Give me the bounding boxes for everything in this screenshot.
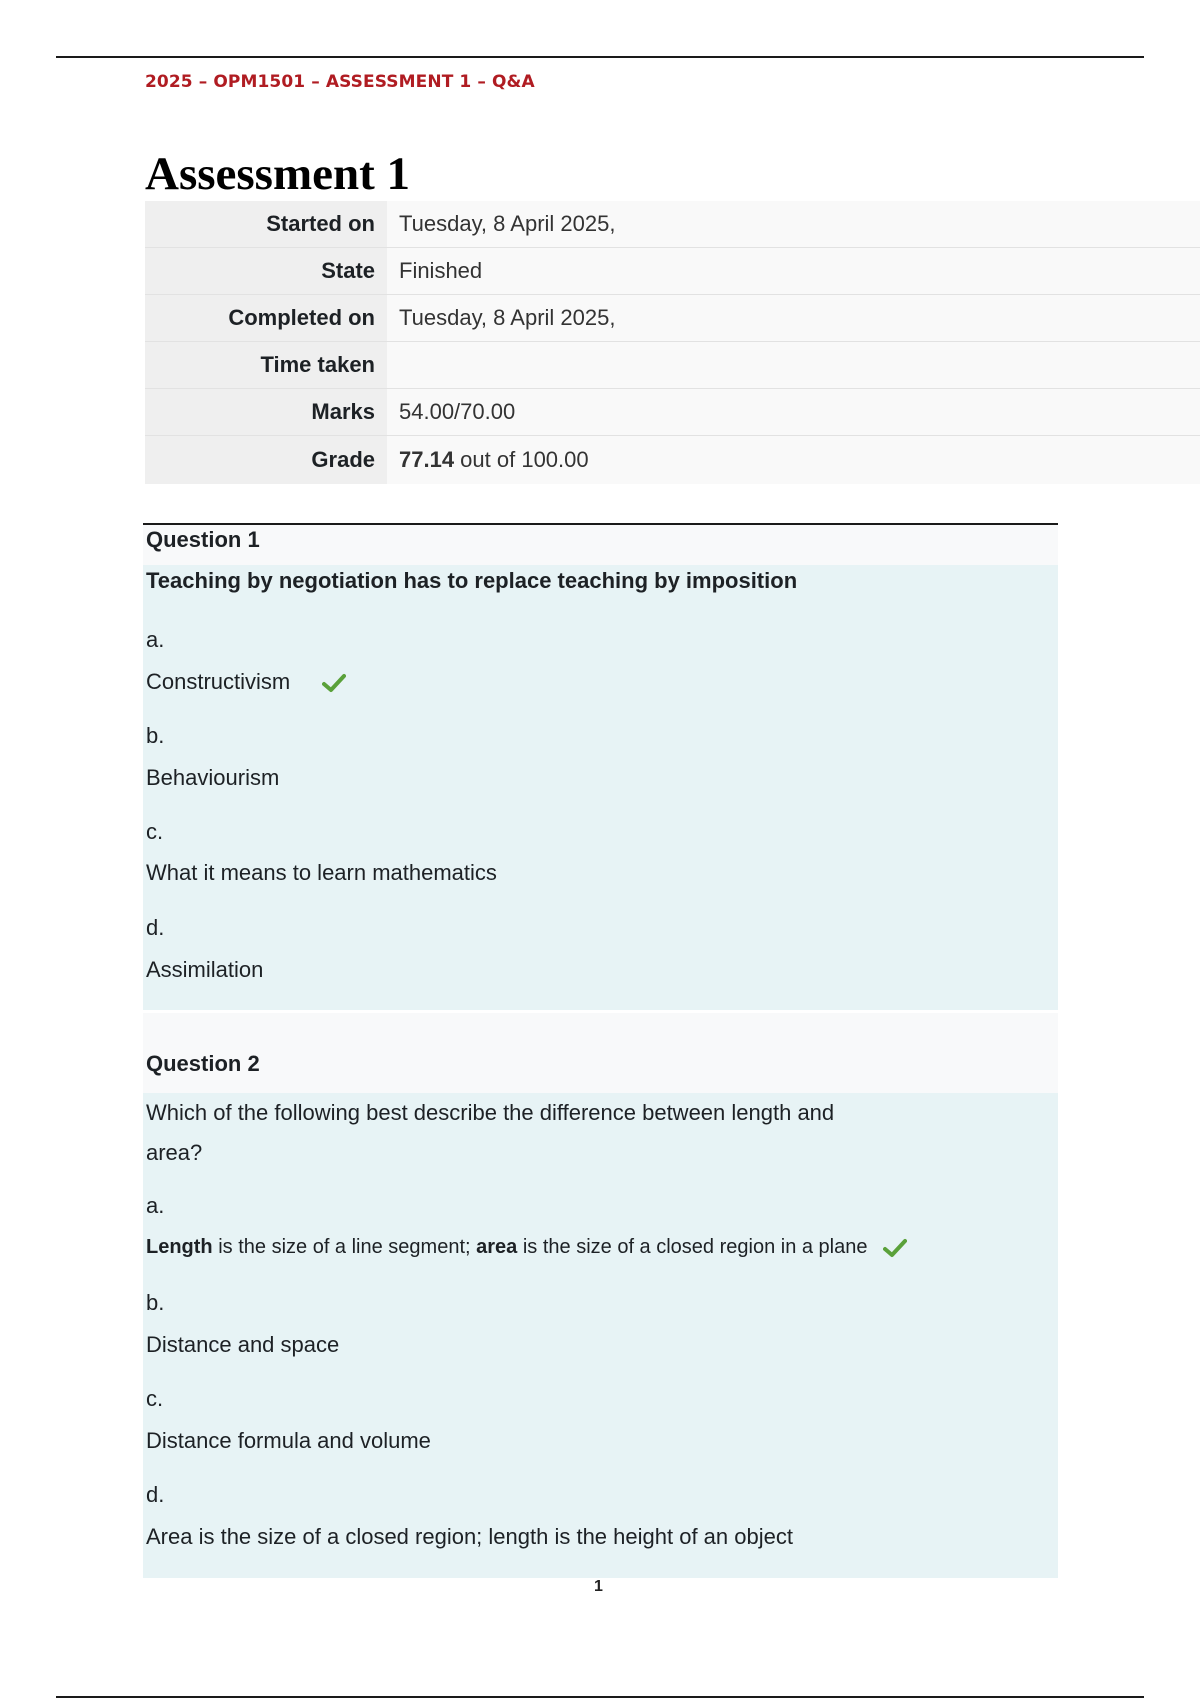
summary-label: Completed on: [145, 295, 387, 342]
grade-value: 77.14: [399, 447, 455, 472]
document-header: 2025 – OPM1501 – ASSESSMENT 1 – Q&A: [145, 72, 535, 92]
option-letter: a.: [146, 627, 165, 652]
summary-row-state: [145, 248, 1200, 295]
option-letter: b.: [146, 1290, 165, 1315]
question-2-option-b[interactable]: Distance and space: [146, 1332, 340, 1357]
question-1-option-d[interactable]: Assimilation: [146, 957, 264, 982]
option-letter: d.: [146, 1482, 165, 1507]
summary-label: Time taken: [145, 342, 387, 389]
option-letter: b.: [146, 723, 165, 748]
question-2-option-a[interactable]: [146, 1236, 907, 1259]
summary-value: Finished: [387, 248, 1200, 295]
question-1-option-b[interactable]: Behaviourism: [146, 765, 280, 790]
bottom-rule: [56, 1696, 1144, 1698]
summary-row-marks: [145, 389, 1200, 436]
option-text: Constructivism: [146, 669, 291, 694]
summary-label: Started on: [145, 201, 387, 248]
option-text-part: is the size of a closed region in a plane: [517, 1236, 868, 1258]
summary-label: State: [145, 248, 387, 295]
summary-value: Tuesday, 8 April 2025,: [387, 295, 1200, 342]
summary-value: 54.00/70.00: [387, 389, 1200, 436]
option-letter: c.: [146, 819, 164, 844]
attempt-summary-table: [145, 201, 1200, 484]
page-number: 1: [594, 1578, 603, 1595]
top-rule: [56, 56, 1144, 58]
question-2-option-d[interactable]: Area is the size of a closed region; length is the height of an object: [146, 1524, 793, 1549]
summary-row-grade: [145, 436, 1200, 485]
option-letter: c.: [146, 1386, 164, 1411]
option-letter: d.: [146, 915, 165, 940]
question-2-text-line-2: area?: [146, 1140, 203, 1165]
term-area: area: [476, 1236, 518, 1258]
page-title: Assessment 1: [145, 148, 411, 200]
summary-row-time-taken: [145, 342, 1200, 389]
summary-value: [387, 342, 1200, 389]
check-icon: [883, 1238, 907, 1258]
question-2-number: Question 2: [143, 1013, 1058, 1093]
summary-value: [387, 436, 1200, 485]
summary-row-started: [145, 201, 1200, 248]
option-text-part: is the size of a line segment;: [212, 1236, 477, 1258]
question-1-text: Teaching by negotiation has to replace teaching by imposition: [146, 568, 798, 593]
check-icon: [322, 673, 346, 693]
question-1-option-a[interactable]: [146, 669, 346, 695]
question-1-option-c[interactable]: What it means to learn mathematics: [146, 860, 497, 885]
summary-value: Tuesday, 8 April 2025,: [387, 201, 1200, 248]
question-1-body: [143, 565, 1058, 1010]
term-length: Length: [146, 1236, 213, 1258]
option-letter: a.: [146, 1193, 165, 1218]
summary-label: Grade: [145, 436, 387, 485]
question-2-option-c[interactable]: Distance formula and volume: [146, 1428, 431, 1453]
grade-out-of: out of 100.00: [454, 447, 589, 472]
question-2-text-line-1: Which of the following best describe the difference between length and: [146, 1100, 835, 1125]
question-2-body: [143, 1093, 1058, 1578]
summary-label: Marks: [145, 389, 387, 436]
question-1-number: Question 1: [143, 525, 1058, 565]
summary-row-completed: [145, 295, 1200, 342]
